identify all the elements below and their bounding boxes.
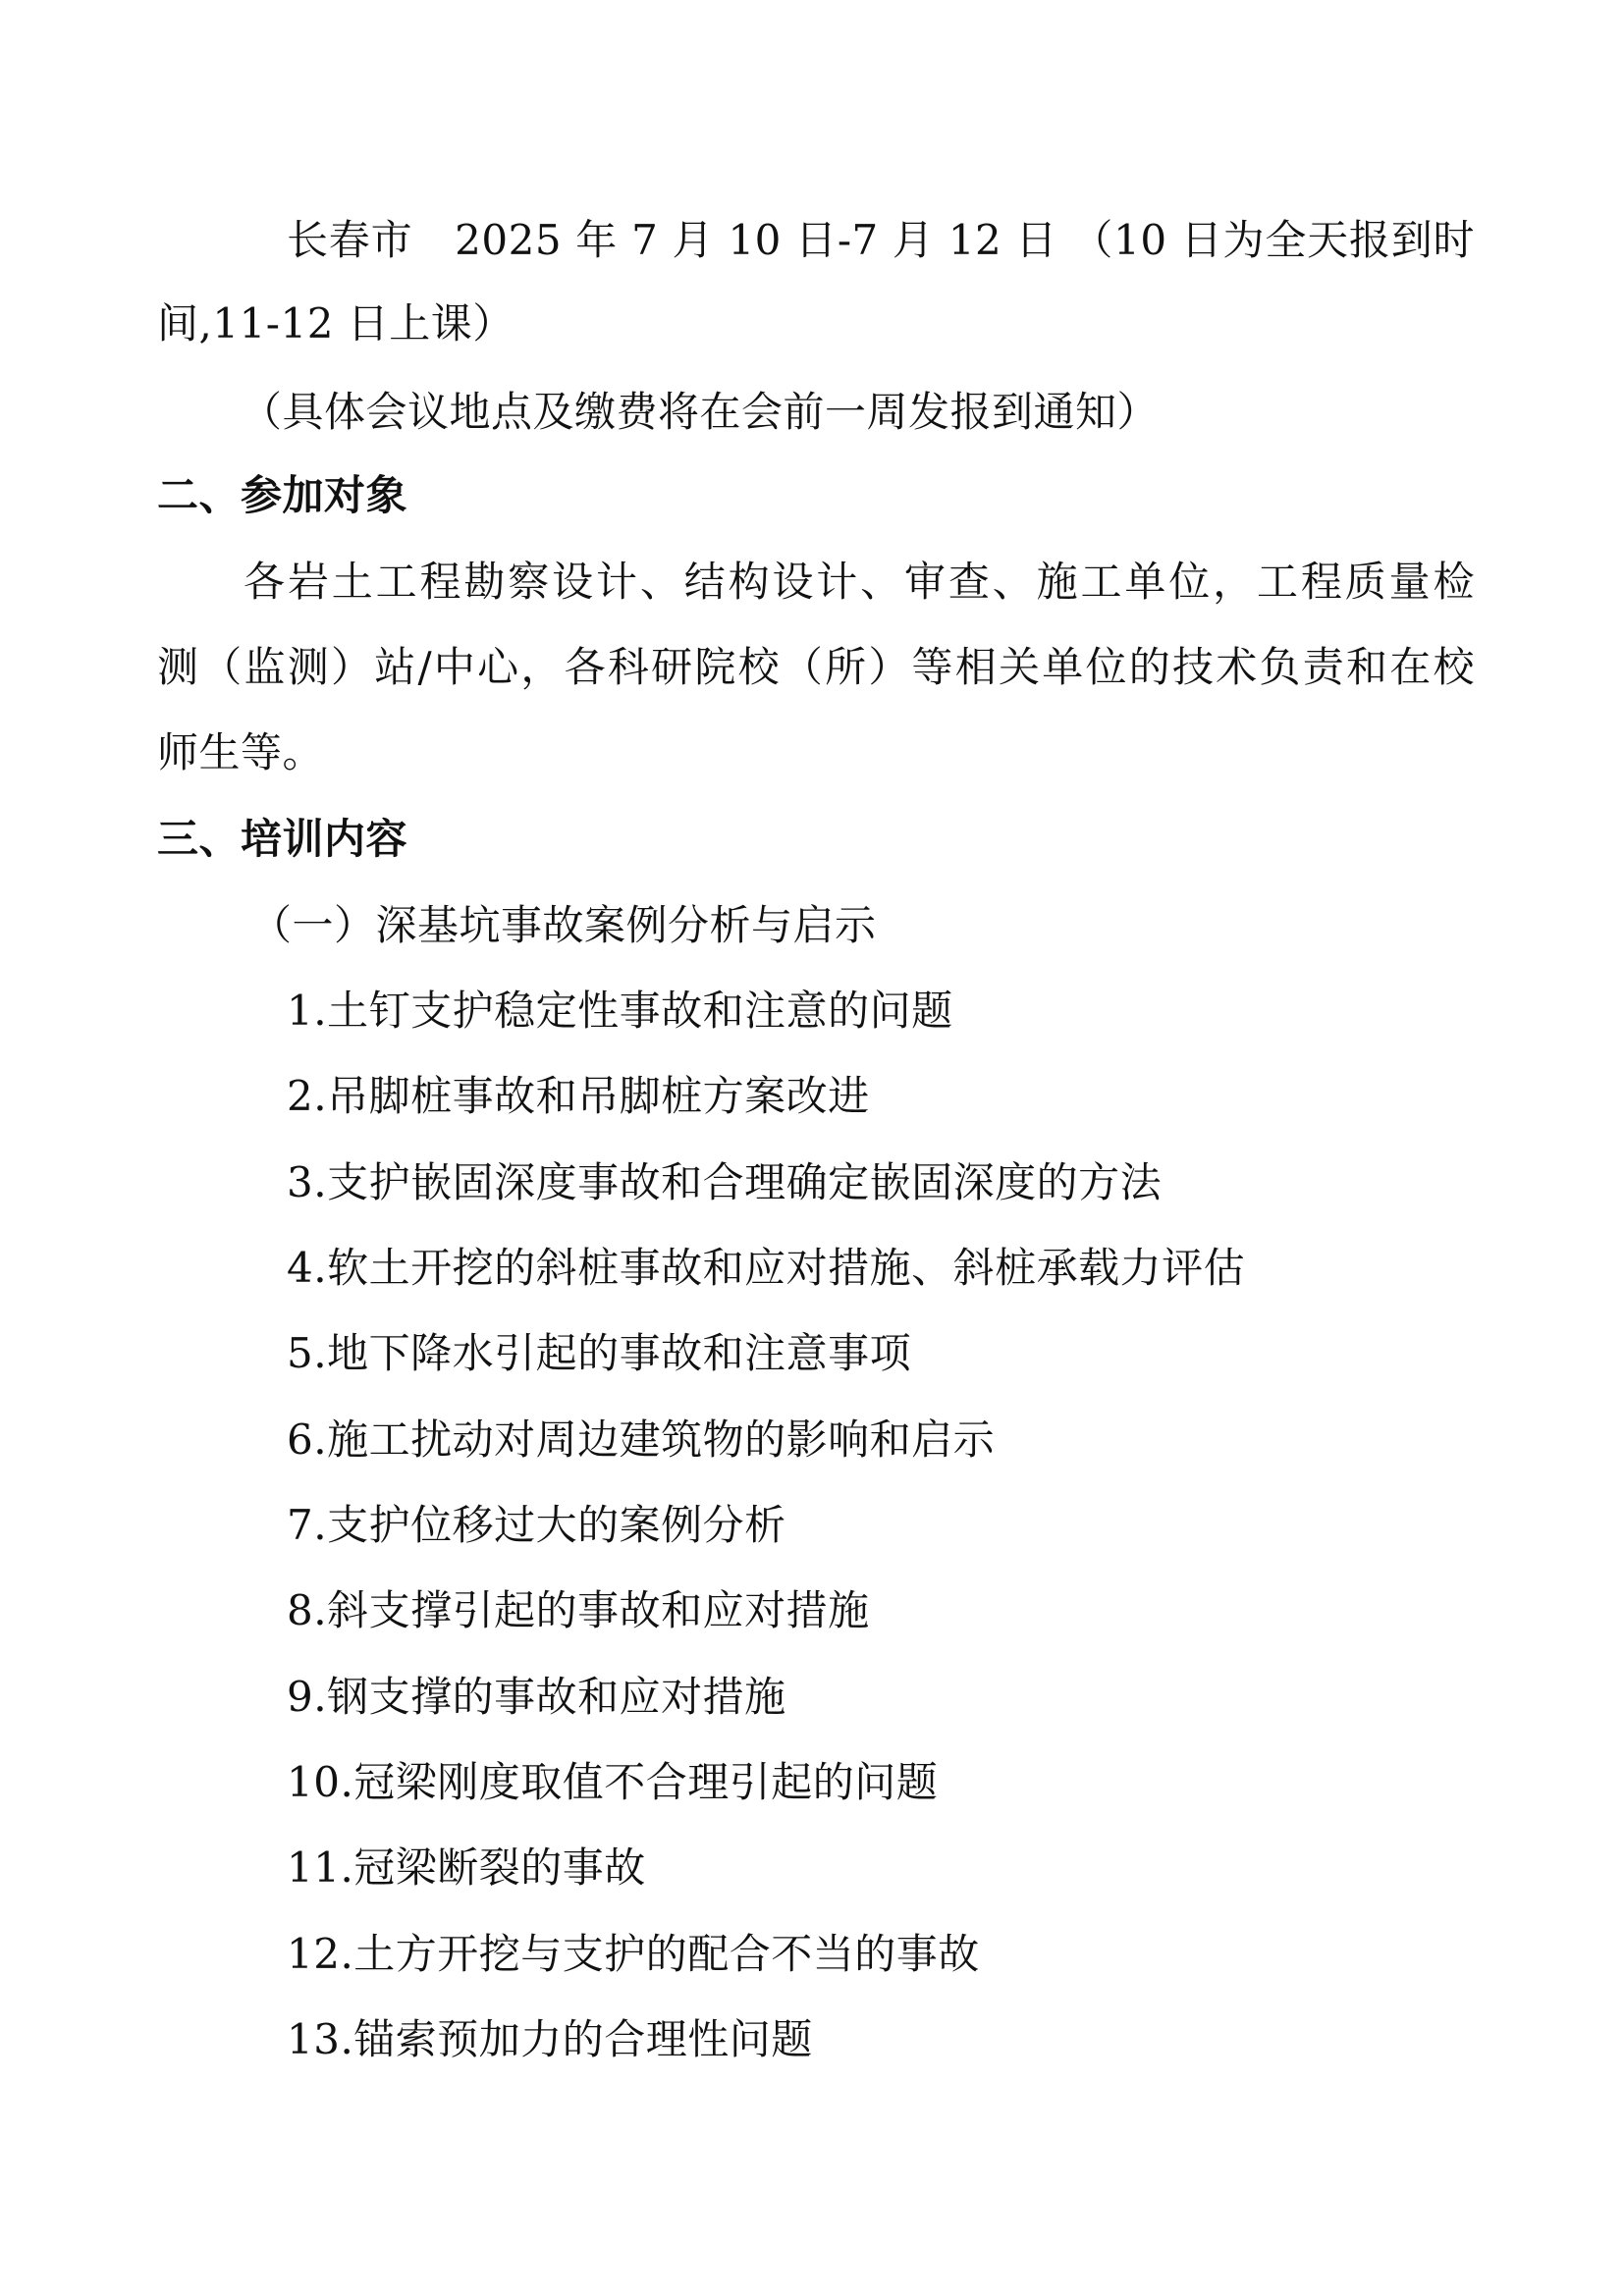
list-item: 11.冠梁断裂的事故: [287, 1843, 646, 1892]
list-item: 4.软土开挖的斜桩事故和应对措施、斜桩承载力评估: [287, 1244, 1246, 1292]
section-2-line-1: 各岩土工程勘察设计、结构设计、审查、施工单位，工程质量检: [244, 558, 1475, 606]
intro-notice: （具体会议地点及缴费将在会前一周发报到通知）: [241, 388, 1160, 436]
list-item: 5.地下降水引起的事故和注意事项: [287, 1329, 912, 1377]
list-item: 3.支护嵌固深度事故和合理确定嵌固深度的方法: [287, 1158, 1163, 1206]
section-3-subheading: （一）深基坑事故案例分析与启示: [250, 901, 877, 949]
list-item: 8.斜支撑引起的事故和应对措施: [287, 1586, 870, 1634]
list-item: 12.土方开挖与支护的配合不当的事故: [287, 1930, 980, 1978]
section-2-heading: 二、参加对象: [157, 471, 408, 519]
list-item: 9.钢支撑的事故和应对措施: [287, 1673, 786, 1721]
list-item: 7.支护位移过大的案例分析: [287, 1501, 786, 1549]
section-2-line-2: 测（监测）站/中心，各科研院校（所）等相关单位的技术负责和在校: [157, 643, 1475, 691]
intro-line-1: 长春市 2025 年 7 月 10 日-7 月 12 日 （10 日为全天报到时: [287, 216, 1475, 264]
section-3-heading: 三、培训内容: [157, 815, 408, 863]
list-item: 10.冠梁刚度取值不合理引起的问题: [287, 1758, 939, 1806]
list-item: 6.施工扰动对周边建筑物的影响和启示: [287, 1415, 996, 1464]
intro-line-2: 间,11-12 日上课）: [157, 299, 514, 347]
section-2-line-3: 师生等。: [157, 728, 325, 776]
list-item: 1.土钉支护稳定性事故和注意的问题: [287, 987, 953, 1035]
list-item: 2.吊脚桩事故和吊脚桩方案改进: [287, 1072, 870, 1120]
list-item: 13.锚索预加力的合理性问题: [287, 2015, 813, 2063]
